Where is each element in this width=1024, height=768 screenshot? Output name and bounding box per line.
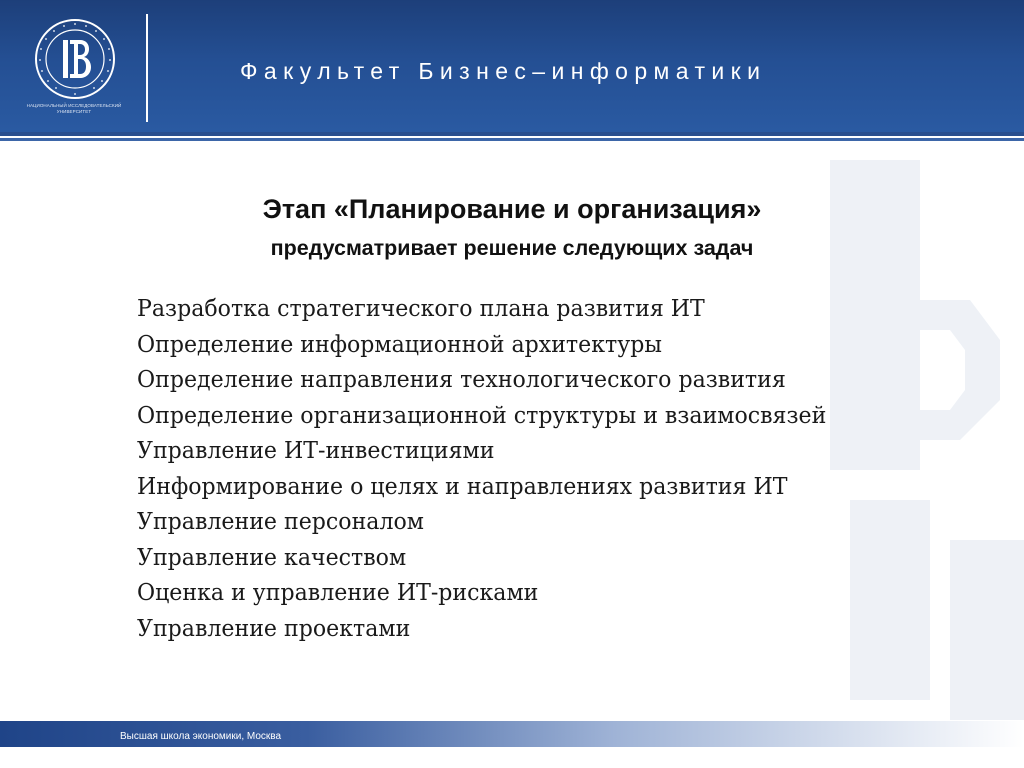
task-item: Определение информационной архитектуры	[137, 331, 662, 358]
task-item: Разработка стратегического плана развития ИТ	[137, 296, 705, 322]
faculty-title: Факультет Бизнес–информатики	[240, 58, 767, 84]
logo-caption: НАЦИОНАЛЬНЫЙ ИССЛЕДОВАТЕЛЬСКИЙ УНИВЕРСИТЕТ	[26, 103, 122, 114]
task-item: Определение организационной структуры и взаимосвязей	[137, 402, 827, 429]
task-item: Информирование о целях и направлениях развития ИТ	[137, 473, 788, 500]
task-item: Управление персоналом	[137, 509, 424, 535]
footer-text: Высшая школа экономики, Москва	[120, 731, 282, 742]
task-item: Определение направления технологического развития	[137, 367, 786, 393]
slide-subtitle: предусматривает решение следующих задач	[270, 236, 754, 260]
task-item: Управление ИТ-инвестициями	[137, 438, 495, 464]
slide-title: Этап «Планирование и организация»	[262, 194, 762, 224]
task-item: Оценка и управление ИТ-рисками	[137, 580, 539, 606]
task-item: Управление проектами	[137, 615, 411, 642]
hse-logo-icon	[34, 18, 116, 100]
header-vertical-divider	[146, 14, 148, 122]
task-item: Управление качеством	[137, 544, 407, 571]
header-divider-line-secondary	[0, 138, 1024, 141]
header-divider-line	[0, 132, 1024, 136]
task-list	[137, 292, 887, 647]
